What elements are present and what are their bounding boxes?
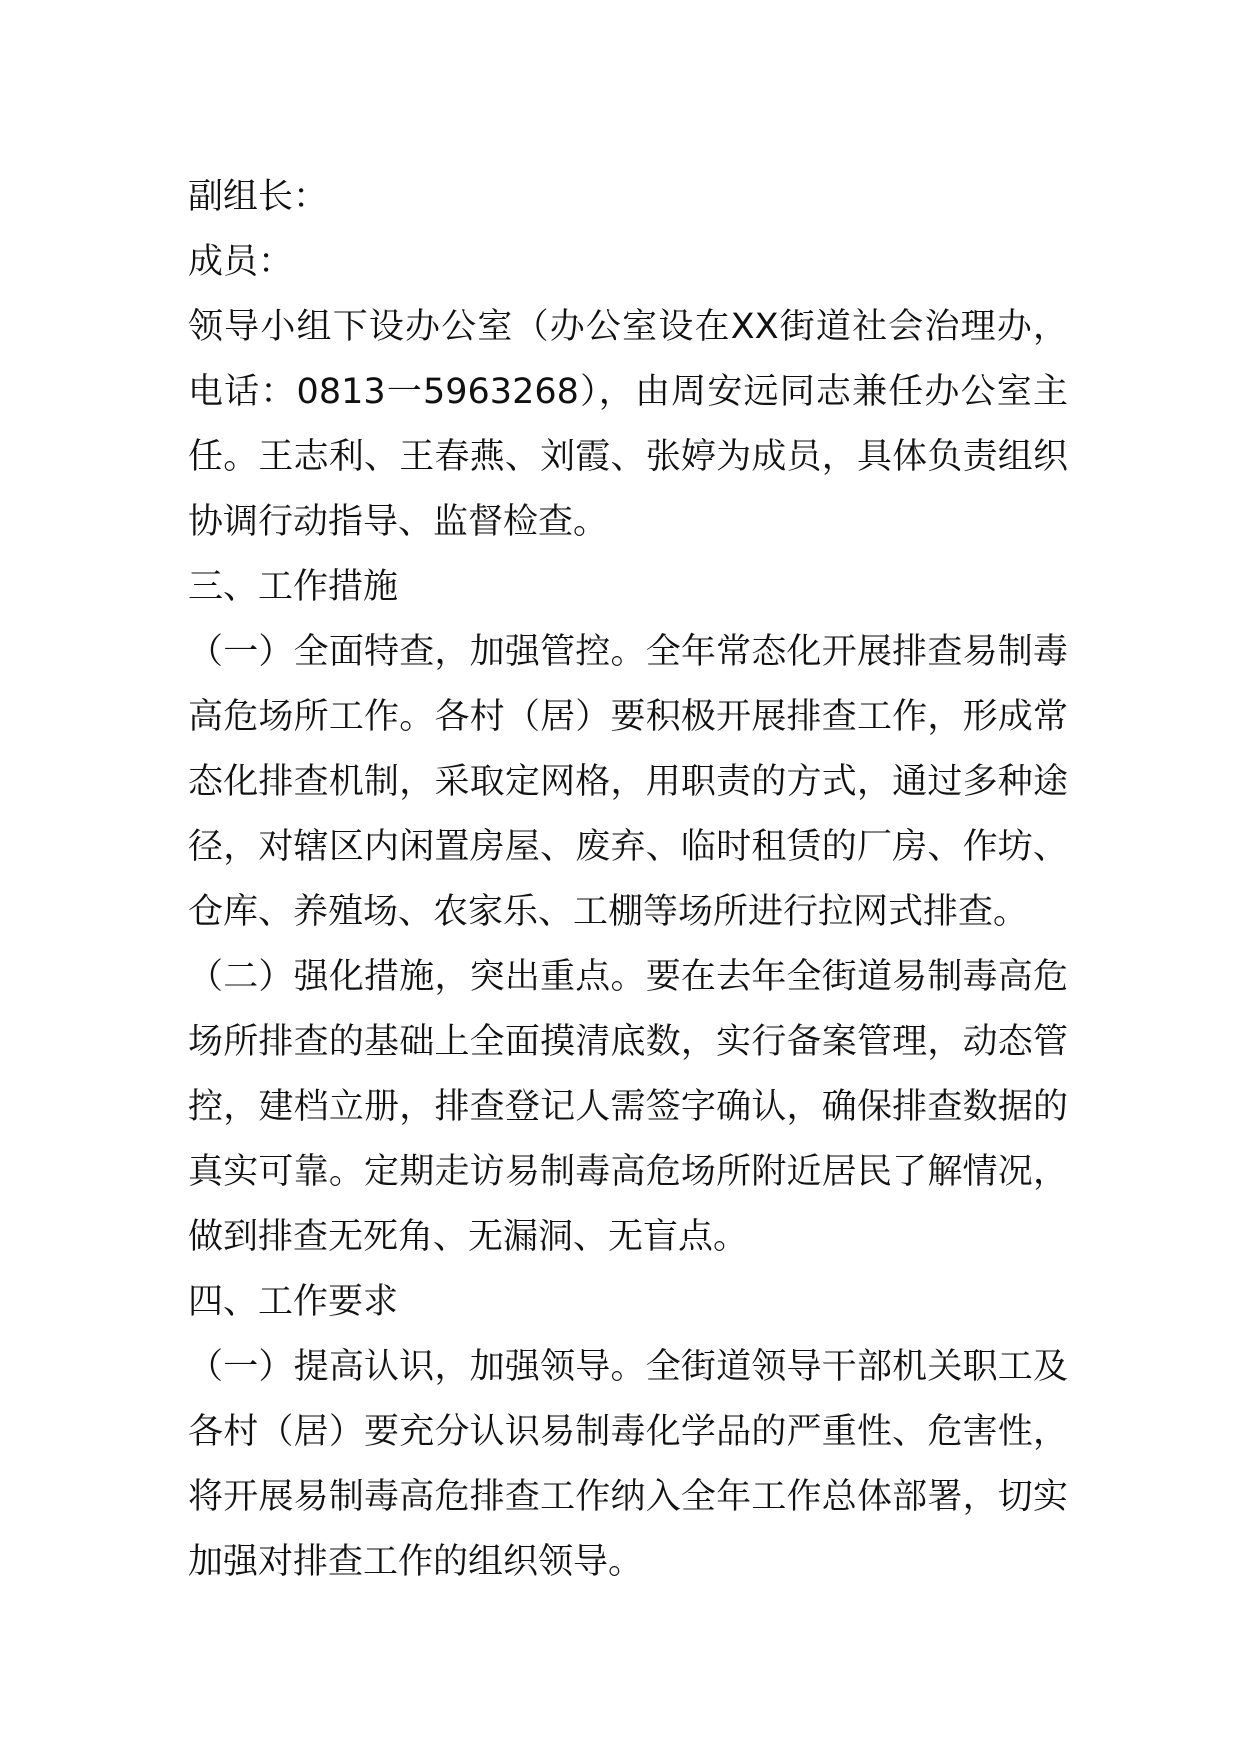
section-heading-measures: 三、工作措施: [188, 567, 399, 607]
paragraph-measure-2: （二）强化措施，突出重点。要在去年全街道易制毒高危场所排查的基础上全面摸清底数，实行备案管理，动态管控，建档立册，排查登记人需签字确认，确保排查数据的真实可靠。定期走访易制毒高危场所附近居民了解情况，做到排查无死角、无漏洞、无盲点。: [188, 957, 1068, 1257]
paragraph-members: 成员：: [188, 242, 294, 282]
paragraph-deputy-leader: 副组长：: [188, 177, 329, 217]
document-body: [188, 165, 1068, 1595]
paragraph-requirement-1: （一）提高认识，加强领导。全街道领导干部机关职工及各村（居）要充分认识易制毒化学品的严重性、危害性，将开展易制毒高危排查工作纳入全年工作总体部署，切实加强对排查工作的组织领导。: [188, 1347, 1068, 1582]
paragraph-office: 领导小组下设办公室（办公室设在XX街道社会治理办，电话：0813一5963268），由周安远同志兼任办公室主任。王志利、王春燕、刘霞、张婷为成员，具体负责组织协调行动指导、监督检查。: [188, 307, 1068, 542]
paragraph-measure-1: （一）全面特查，加强管控。全年常态化开展排查易制毒高危场所工作。各村（居）要积极开展排查工作，形成常态化排查机制，采取定网格，用职责的方式，通过多种途径，对辖区内闲置房屋、废弃、临时租赁的厂房、作坊、仓库、养殖场、农家乐、工棚等场所进行拉网式排查。: [188, 632, 1068, 932]
section-heading-requirements: 四、工作要求: [188, 1282, 399, 1322]
